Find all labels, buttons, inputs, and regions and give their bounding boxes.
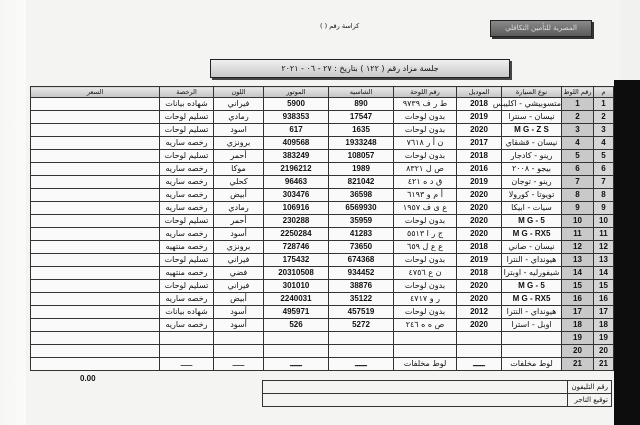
cell-license: شهاده بيانات xyxy=(160,98,214,111)
cell-row-index: 16 xyxy=(594,293,614,306)
cell-plate-number: لوط مخلفات xyxy=(394,358,457,371)
cell-model-year xyxy=(457,345,502,358)
cell-row-index: 1 xyxy=(594,98,614,111)
cell-color: برونزي xyxy=(214,241,264,254)
auction-lots-table xyxy=(30,86,614,371)
cell-price[interactable] xyxy=(31,254,160,267)
cell-plate-number: بدون لوحات xyxy=(394,215,457,228)
cell-license: تسليم لوحات xyxy=(160,150,214,163)
cell-plate-number: بدون لوحات xyxy=(394,254,457,267)
cell-car-type: متسوبيشي - اكليبس xyxy=(502,98,562,111)
merchant-signature-label: توقيع التاجر xyxy=(568,394,612,407)
phone-row xyxy=(263,381,612,394)
cell-model-year: 2020 xyxy=(457,124,502,137)
cell-car-type: M G - 5 xyxy=(502,215,562,228)
cell-engine: 383249 xyxy=(264,150,329,163)
cell-car-type: لوط مخلفات xyxy=(502,358,562,371)
cell-chassis: 934452 xyxy=(329,267,394,280)
cell-car-type: رينو - كادجار xyxy=(502,150,562,163)
cell-price[interactable] xyxy=(31,358,160,371)
scan-edge-right-top xyxy=(620,0,640,80)
cell-car-type: نيسان - صاني xyxy=(502,241,562,254)
cell-license: شهاده بيانات xyxy=(160,306,214,319)
cell-row-index: 7 xyxy=(594,176,614,189)
table-row xyxy=(31,332,614,345)
cell-model-year: 2019 xyxy=(457,254,502,267)
cell-chassis: 38876 xyxy=(329,280,394,293)
cell-color: رمادي xyxy=(214,111,264,124)
cell-plate-number: ع ى ف ١٩٥٧ xyxy=(394,202,457,215)
cell-price[interactable] xyxy=(31,202,160,215)
cell-chassis: 35959 xyxy=(329,215,394,228)
cell-license xyxy=(160,345,214,358)
cell-model-year: 2020 xyxy=(457,215,502,228)
cell-car-type: M G - Z S xyxy=(502,124,562,137)
cell-chassis: ـــــ xyxy=(329,358,394,371)
cell-color: فيراني xyxy=(214,280,264,293)
cell-price[interactable] xyxy=(31,332,160,345)
cell-price[interactable] xyxy=(31,189,160,202)
cell-model-year: 2020 xyxy=(457,189,502,202)
table-header-row xyxy=(31,87,614,98)
cell-model-year: 2019 xyxy=(457,111,502,124)
cell-engine: 96463 xyxy=(264,176,329,189)
cell-lot-number: 3 xyxy=(562,124,594,137)
cell-lot-number: 12 xyxy=(562,241,594,254)
table-row xyxy=(31,319,614,332)
cell-price[interactable] xyxy=(31,241,160,254)
cell-car-type: M G - 5 xyxy=(502,280,562,293)
table-row xyxy=(31,241,614,254)
cell-model-year: 2018 xyxy=(457,267,502,280)
cell-row-index: 2 xyxy=(594,111,614,124)
cell-engine: 303476 xyxy=(264,189,329,202)
cell-model-year xyxy=(457,332,502,345)
cell-color: أحمر xyxy=(214,215,264,228)
cell-engine xyxy=(264,332,329,345)
cell-lot-number: 14 xyxy=(562,267,594,280)
cell-engine: 230288 xyxy=(264,215,329,228)
column-header-license: الرخصة xyxy=(160,87,214,98)
cell-plate-number: ن ع ٤٧٥٦ xyxy=(394,267,457,280)
column-header-price: السعر xyxy=(31,87,160,98)
cell-price[interactable] xyxy=(31,293,160,306)
cell-row-index: 8 xyxy=(594,189,614,202)
cell-row-index: 20 xyxy=(594,345,614,358)
cell-row-index: 9 xyxy=(594,202,614,215)
cell-lot-number: 20 xyxy=(562,345,594,358)
table-row xyxy=(31,176,614,189)
cell-model-year: 2020 xyxy=(457,202,502,215)
cell-model-year: 2020 xyxy=(457,228,502,241)
cell-row-index: 4 xyxy=(594,137,614,150)
cell-chassis: 457519 xyxy=(329,306,394,319)
cell-color: فيراني xyxy=(214,98,264,111)
cell-chassis: 674368 xyxy=(329,254,394,267)
cell-chassis: 1989 xyxy=(329,163,394,176)
cell-model-year: 2016 xyxy=(457,163,502,176)
cell-model-year: 2012 xyxy=(457,306,502,319)
cell-license: رخصه ساريه xyxy=(160,176,214,189)
cell-car-type: نيسان - قشقاي xyxy=(502,137,562,150)
cell-row-index: 14 xyxy=(594,267,614,280)
cell-price[interactable] xyxy=(31,345,160,358)
cell-row-index: 12 xyxy=(594,241,614,254)
cell-color: أسود xyxy=(214,319,264,332)
cell-plate-number: ص ه ه ٢٤٦ xyxy=(394,319,457,332)
cell-plate-number: بدون لوحات xyxy=(394,280,457,293)
scan-edge-left xyxy=(0,0,26,425)
cell-car-type: اوبل - استرا xyxy=(502,319,562,332)
cell-price[interactable] xyxy=(31,98,160,111)
cell-chassis: 73650 xyxy=(329,241,394,254)
cell-chassis: 821042 xyxy=(329,176,394,189)
table-row xyxy=(31,306,614,319)
total-price: 0.00 xyxy=(80,374,96,383)
cell-plate-number: ع ع ل ٦٥٩ xyxy=(394,241,457,254)
cell-color xyxy=(214,345,264,358)
cell-model-year: 2018 xyxy=(457,150,502,163)
cell-plate-number xyxy=(394,332,457,345)
cell-license: رخصه منتهيه xyxy=(160,267,214,280)
table-row xyxy=(31,163,614,176)
cell-plate-number: ص ل ٨٣٢١ xyxy=(394,163,457,176)
cell-license: تسليم لوحات xyxy=(160,111,214,124)
cell-row-index: 11 xyxy=(594,228,614,241)
cell-lot-number: 13 xyxy=(562,254,594,267)
cell-engine: 617 xyxy=(264,124,329,137)
cell-color: أحمر xyxy=(214,150,264,163)
cell-color: برونزي xyxy=(214,137,264,150)
cell-color: فيراني xyxy=(214,254,264,267)
cell-row-index: 15 xyxy=(594,280,614,293)
table-row xyxy=(31,293,614,306)
cell-color: أبيض xyxy=(214,293,264,306)
cell-plate-number xyxy=(394,345,457,358)
cell-engine: 106916 xyxy=(264,202,329,215)
cell-lot-number: 11 xyxy=(562,228,594,241)
cell-engine: 409568 xyxy=(264,137,329,150)
table-row xyxy=(31,345,614,358)
cell-plate-number: أ م و ٦١٩٣ xyxy=(394,189,457,202)
cell-price[interactable] xyxy=(31,228,160,241)
cell-row-index: 3 xyxy=(594,124,614,137)
cell-car-type: تويوتا - كورولا xyxy=(502,189,562,202)
cell-car-type: هيونداي - النترا xyxy=(502,254,562,267)
table-row xyxy=(31,111,614,124)
cell-car-type: سيات - ابيكا xyxy=(502,202,562,215)
cell-chassis: 5272 xyxy=(329,319,394,332)
table-row xyxy=(31,267,614,280)
cell-license: رخصه ساريه xyxy=(160,163,214,176)
cell-lot-number: 1 xyxy=(562,98,594,111)
cell-color: أبيض xyxy=(214,189,264,202)
cell-model-year: 2018 xyxy=(457,241,502,254)
cell-price[interactable] xyxy=(31,124,160,137)
scan-edge-right xyxy=(614,80,640,425)
cell-license: رخصه ساريه xyxy=(160,293,214,306)
cell-car-type: شيفورليه - اوبترا xyxy=(502,267,562,280)
cell-license: رخصه منتهيه xyxy=(160,241,214,254)
cell-price[interactable] xyxy=(31,319,160,332)
cell-lot-number: 16 xyxy=(562,293,594,306)
cell-license: تسليم لوحات xyxy=(160,124,214,137)
cell-license: رخصه ساريه xyxy=(160,228,214,241)
cell-row-index: 5 xyxy=(594,150,614,163)
cell-color: رمادي xyxy=(214,202,264,215)
cell-model-year: 2020 xyxy=(457,319,502,332)
cell-color: أسود xyxy=(214,228,264,241)
cell-chassis xyxy=(329,345,394,358)
cell-lot-number: 8 xyxy=(562,189,594,202)
cell-engine: 2240031 xyxy=(264,293,329,306)
cell-lot-number: 17 xyxy=(562,306,594,319)
column-header-color: اللون xyxy=(214,87,264,98)
cell-license: تسليم لوحات xyxy=(160,215,214,228)
cell-chassis: 1933248 xyxy=(329,137,394,150)
cell-lot-number: 2 xyxy=(562,111,594,124)
signature-table xyxy=(262,380,612,407)
cell-price[interactable] xyxy=(31,215,160,228)
cell-lot-number: 10 xyxy=(562,215,594,228)
cell-lot-number: 21 xyxy=(562,358,594,371)
cell-row-index: 18 xyxy=(594,319,614,332)
cell-price[interactable] xyxy=(31,267,160,280)
cell-engine: 175432 xyxy=(264,254,329,267)
cell-car-type: M G - RX5 xyxy=(502,293,562,306)
cell-model-year: 2020 xyxy=(457,280,502,293)
cell-plate-number: ر و ٤٧١٧ xyxy=(394,293,457,306)
organization-label: المصرية للتأمين التكافلي xyxy=(490,20,592,37)
table-row xyxy=(31,202,614,215)
cell-license: رخصه ساريه xyxy=(160,319,214,332)
signature-row xyxy=(263,394,612,407)
cell-chassis: 41283 xyxy=(329,228,394,241)
cell-license: تسليم لوحات xyxy=(160,254,214,267)
cell-row-index: 6 xyxy=(594,163,614,176)
column-header-lot-number: رقم اللوط xyxy=(562,87,594,98)
cell-car-type: رينو - توجان xyxy=(502,176,562,189)
cell-engine: 20310508 xyxy=(264,267,329,280)
auction-title: جلسة مزاد رقم ( ١٢٢ ) بتاريخ : ٢٧ - ٠٦ - ٢٠٢١ xyxy=(210,59,510,78)
cell-engine: 728746 xyxy=(264,241,329,254)
cell-color: فضي xyxy=(214,267,264,280)
cell-chassis: 17547 xyxy=(329,111,394,124)
cell-plate-number: ق د ه ٤٢١ xyxy=(394,176,457,189)
cell-lot-number: 9 xyxy=(562,202,594,215)
cell-lot-number: 18 xyxy=(562,319,594,332)
cell-plate-number: بدون لوحات xyxy=(394,306,457,319)
column-header-car-type: نوع السيارة xyxy=(502,87,562,98)
column-header-row-index: م xyxy=(594,87,614,98)
cell-engine: 526 xyxy=(264,319,329,332)
cell-license xyxy=(160,332,214,345)
cell-car-type xyxy=(502,345,562,358)
cell-license: رخصه ساريه xyxy=(160,202,214,215)
cell-lot-number: 19 xyxy=(562,332,594,345)
cell-chassis: 6569930 xyxy=(329,202,394,215)
cell-lot-number: 15 xyxy=(562,280,594,293)
merchant-signature-field[interactable] xyxy=(263,394,568,407)
cell-lot-number: 4 xyxy=(562,137,594,150)
column-header-plate-number: رقم اللوحة xyxy=(394,87,457,98)
phone-field[interactable] xyxy=(263,381,568,394)
cell-price[interactable] xyxy=(31,111,160,124)
cell-engine: 495971 xyxy=(264,306,329,319)
table-row xyxy=(31,254,614,267)
cell-color: ـــــ xyxy=(214,358,264,371)
cell-car-type: نيسان - سنترا xyxy=(502,111,562,124)
cell-engine: 2250284 xyxy=(264,228,329,241)
cell-row-index: 19 xyxy=(594,332,614,345)
column-header-chassis: الشاسيه xyxy=(329,87,394,98)
cell-price[interactable] xyxy=(31,150,160,163)
cell-plate-number: ط ر ف ٩٧٣٩ xyxy=(394,98,457,111)
cell-lot-number: 6 xyxy=(562,163,594,176)
column-header-engine: الموتور xyxy=(264,87,329,98)
cell-color: كحلي xyxy=(214,176,264,189)
cell-engine: 2196212 xyxy=(264,163,329,176)
cell-price[interactable] xyxy=(31,163,160,176)
cell-chassis: 1635 xyxy=(329,124,394,137)
table-row xyxy=(31,215,614,228)
cell-engine xyxy=(264,345,329,358)
cell-car-type xyxy=(502,332,562,345)
cell-row-index: 13 xyxy=(594,254,614,267)
cell-row-index: 17 xyxy=(594,306,614,319)
cell-model-year: 2017 xyxy=(457,137,502,150)
cell-color xyxy=(214,332,264,345)
cell-engine: ـــــ xyxy=(264,358,329,371)
cell-plate-number: بدون لوحات xyxy=(394,124,457,137)
cell-license: رخصه ساريه xyxy=(160,189,214,202)
cell-color: اسود xyxy=(214,124,264,137)
cell-color: أسود xyxy=(214,306,264,319)
cell-model-year: 2019 xyxy=(457,176,502,189)
table-row xyxy=(31,98,614,111)
booklet-number-label: كراسة رقم ( ) xyxy=(320,22,360,30)
column-header-model-year: الموديل xyxy=(457,87,502,98)
cell-price[interactable] xyxy=(31,137,160,150)
cell-model-year: 2018 xyxy=(457,98,502,111)
cell-engine: 5900 xyxy=(264,98,329,111)
cell-plate-number: بدون لوحات xyxy=(394,150,457,163)
cell-model-year: ـــــ xyxy=(457,358,502,371)
cell-engine: 301010 xyxy=(264,280,329,293)
cell-row-index: 21 xyxy=(594,358,614,371)
cell-engine: 938353 xyxy=(264,111,329,124)
cell-car-type: بيجو - ٢٠٠٨ xyxy=(502,163,562,176)
table-row xyxy=(31,124,614,137)
phone-label: رقم التليفون xyxy=(568,381,612,394)
cell-price[interactable] xyxy=(31,176,160,189)
cell-model-year: 2020 xyxy=(457,293,502,306)
cell-chassis: 36598 xyxy=(329,189,394,202)
cell-plate-number: بدون لوحات xyxy=(394,111,457,124)
table-row xyxy=(31,228,614,241)
cell-plate-number: ن أ ر ٧٦١٨ xyxy=(394,137,457,150)
cell-color: موكا xyxy=(214,163,264,176)
cell-lot-number: 7 xyxy=(562,176,594,189)
table-row xyxy=(31,150,614,163)
cell-license: تسليم لوحات xyxy=(160,280,214,293)
table-row xyxy=(31,137,614,150)
cell-row-index: 10 xyxy=(594,215,614,228)
table-row xyxy=(31,189,614,202)
cell-plate-number: ج ر ا ٥٥١٣ xyxy=(394,228,457,241)
cell-price[interactable] xyxy=(31,280,160,293)
cell-chassis: 108057 xyxy=(329,150,394,163)
cell-lot-number: 5 xyxy=(562,150,594,163)
cell-price[interactable] xyxy=(31,306,160,319)
cell-chassis: 35122 xyxy=(329,293,394,306)
cell-chassis: 890 xyxy=(329,98,394,111)
cell-license: ـــــ xyxy=(160,358,214,371)
cell-car-type: M G - RX5 xyxy=(502,228,562,241)
cell-license: رخصه ساريه xyxy=(160,137,214,150)
cell-car-type: هيونداي - النترا xyxy=(502,306,562,319)
table-row xyxy=(31,358,614,371)
cell-chassis xyxy=(329,332,394,345)
table-row xyxy=(31,280,614,293)
